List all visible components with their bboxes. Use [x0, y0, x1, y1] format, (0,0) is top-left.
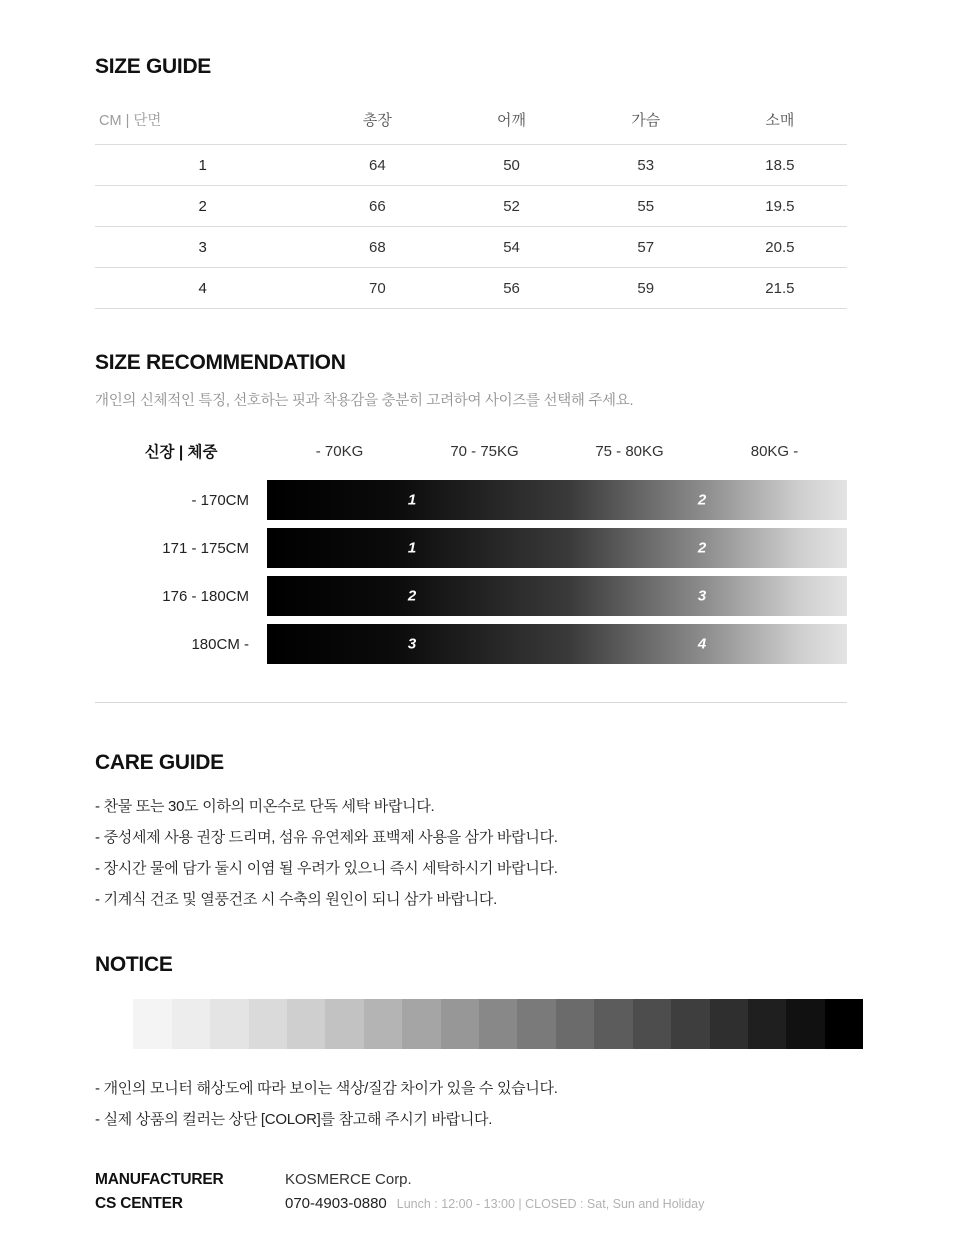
size-guide-thead — [95, 97, 847, 145]
size-guide-tbody — [95, 145, 847, 309]
footer — [95, 1171, 865, 1213]
bar-size-right: 2 — [697, 491, 707, 509]
notice-line: - 개인의 모니터 해상도에 따라 보이는 색상/질감 차이가 있을 수 있습니다. — [95, 1080, 558, 1097]
care-guide-line: - 중성세제 사용 권장 드리며, 섬유 유연제와 표백제 사용을 삼가 바랍니다. — [95, 829, 558, 846]
column-header-total-length: 총장 — [362, 112, 392, 129]
height-label: 176 - 180CM — [162, 587, 249, 605]
color-swatch-7 — [325, 999, 363, 1049]
care-guide-title: CARE GUIDE — [95, 751, 224, 774]
color-swatch-13 — [556, 999, 594, 1049]
cell-chest: 55 — [637, 198, 655, 215]
color-swatch-12 — [517, 999, 555, 1049]
bar-size-left: 3 — [407, 635, 417, 653]
recommendation-axis-label: 신장 | 체중 — [144, 444, 218, 461]
care-guide-line: - 기계식 건조 및 열풍건조 시 수축의 원인이 되니 삼가 바랍니다. — [95, 891, 497, 908]
manufacturer-label: MANUFACTURER — [95, 1171, 224, 1188]
size-guide-title: SIZE GUIDE — [95, 55, 212, 78]
cell-chest: 53 — [637, 157, 655, 174]
color-swatch-11 — [479, 999, 517, 1049]
recommendation-row — [95, 576, 847, 616]
color-swatch-15 — [633, 999, 671, 1049]
cs-center-hours: Lunch : 12:00 - 13:00 | CLOSED : Sat, Sun and Holiday — [396, 1197, 705, 1211]
color-swatch-5 — [249, 999, 287, 1049]
weight-column-4: 80KG - — [750, 442, 799, 460]
table-row — [95, 186, 847, 227]
color-swatch-8 — [364, 999, 402, 1049]
color-swatch-1 — [95, 999, 133, 1049]
footer-manufacturer-row — [95, 1171, 865, 1189]
manufacturer-value: KOSMERCE Corp. — [285, 1171, 412, 1188]
cell-sleeve: 19.5 — [765, 198, 795, 215]
cell-total-length: 64 — [369, 157, 386, 174]
cell-total-length: 70 — [369, 280, 386, 297]
row-size-label: 2 — [198, 198, 207, 215]
table-row — [95, 227, 847, 268]
notice-line: - 실제 상품의 컬러는 상단 [COLOR]를 참고해 주시기 바랍니다. — [95, 1111, 493, 1128]
cell-shoulder: 56 — [503, 280, 520, 297]
recommendation-bar — [267, 480, 847, 520]
table-row — [95, 145, 847, 186]
table-row — [95, 268, 847, 309]
recommendation-row — [95, 624, 847, 664]
color-swatch-14 — [594, 999, 632, 1049]
table-header-row — [95, 97, 847, 145]
row-size-label: 1 — [198, 157, 207, 174]
height-label: - 170CM — [191, 491, 249, 509]
recommendation-header-row — [95, 440, 847, 462]
cell-chest: 59 — [637, 280, 655, 297]
color-swatch-10 — [441, 999, 479, 1049]
row-size-label: 3 — [198, 239, 207, 256]
weight-column-3: 75 - 80KG — [595, 442, 664, 460]
color-swatch-2 — [133, 999, 171, 1049]
size-recommendation-subtitle: 개인의 신체적인 특징, 선호하는 핏과 착용감을 충분히 고려하여 사이즈를 선택해 주세요. — [95, 393, 634, 409]
recommendation-row — [95, 480, 847, 520]
bar-size-left: 2 — [407, 587, 417, 605]
cell-total-length: 66 — [369, 198, 386, 215]
row-size-label: 4 — [198, 280, 207, 297]
recommendation-bar — [267, 576, 847, 616]
height-label: 180CM - — [191, 635, 249, 653]
color-swatch-4 — [210, 999, 248, 1049]
bar-size-right: 2 — [697, 539, 707, 557]
color-gradient-strip — [95, 999, 863, 1049]
cell-sleeve: 20.5 — [765, 239, 795, 256]
bar-size-right: 4 — [697, 635, 707, 653]
color-swatch-20 — [825, 999, 863, 1049]
color-swatch-18 — [748, 999, 786, 1049]
cs-center-phone[interactable]: 070-4903-0880 — [285, 1195, 387, 1212]
column-header-shoulder: 어깨 — [497, 112, 527, 129]
section-divider — [95, 702, 847, 703]
weight-column-2: 70 - 75KG — [450, 442, 519, 460]
care-guide-line: - 장시간 물에 담가 둘시 이염 될 우려가 있으니 즉시 세탁하시기 바랍니다. — [95, 860, 558, 877]
cell-sleeve: 21.5 — [765, 280, 795, 297]
recommendation-row — [95, 528, 847, 568]
cs-center-label: CS CENTER — [95, 1195, 183, 1212]
care-guide-line: - 찬물 또는 30도 이하의 미온수로 단독 세탁 바랍니다. — [95, 798, 435, 815]
color-swatch-19 — [786, 999, 824, 1049]
column-header-sleeve: 소매 — [765, 112, 795, 129]
bar-size-left: 1 — [407, 539, 417, 557]
color-swatch-3 — [172, 999, 210, 1049]
footer-cs-row — [95, 1195, 865, 1213]
recommendation-bar — [267, 624, 847, 664]
recommendation-bar — [267, 528, 847, 568]
notice-title: NOTICE — [95, 953, 173, 976]
size-recommendation-title: SIZE RECOMMENDATION — [95, 351, 346, 374]
column-header-chest: 가슴 — [631, 112, 661, 129]
color-swatch-16 — [671, 999, 709, 1049]
cell-shoulder: 50 — [503, 157, 520, 174]
bar-size-left: 1 — [407, 491, 417, 509]
height-label: 171 - 175CM — [162, 539, 249, 557]
color-swatch-9 — [402, 999, 440, 1049]
color-swatch-17 — [710, 999, 748, 1049]
cell-shoulder: 52 — [503, 198, 520, 215]
cell-sleeve: 18.5 — [765, 157, 795, 174]
size-guide-unit-label: CM | 단면 — [99, 113, 162, 129]
color-swatch-6 — [287, 999, 325, 1049]
weight-column-1: - 70KG — [315, 442, 364, 460]
size-guide-table — [95, 97, 847, 309]
cell-shoulder: 54 — [503, 239, 520, 256]
size-recommendation-chart — [95, 440, 847, 703]
cell-chest: 57 — [637, 239, 655, 256]
bar-size-right: 3 — [697, 587, 707, 605]
cell-total-length: 68 — [369, 239, 386, 256]
